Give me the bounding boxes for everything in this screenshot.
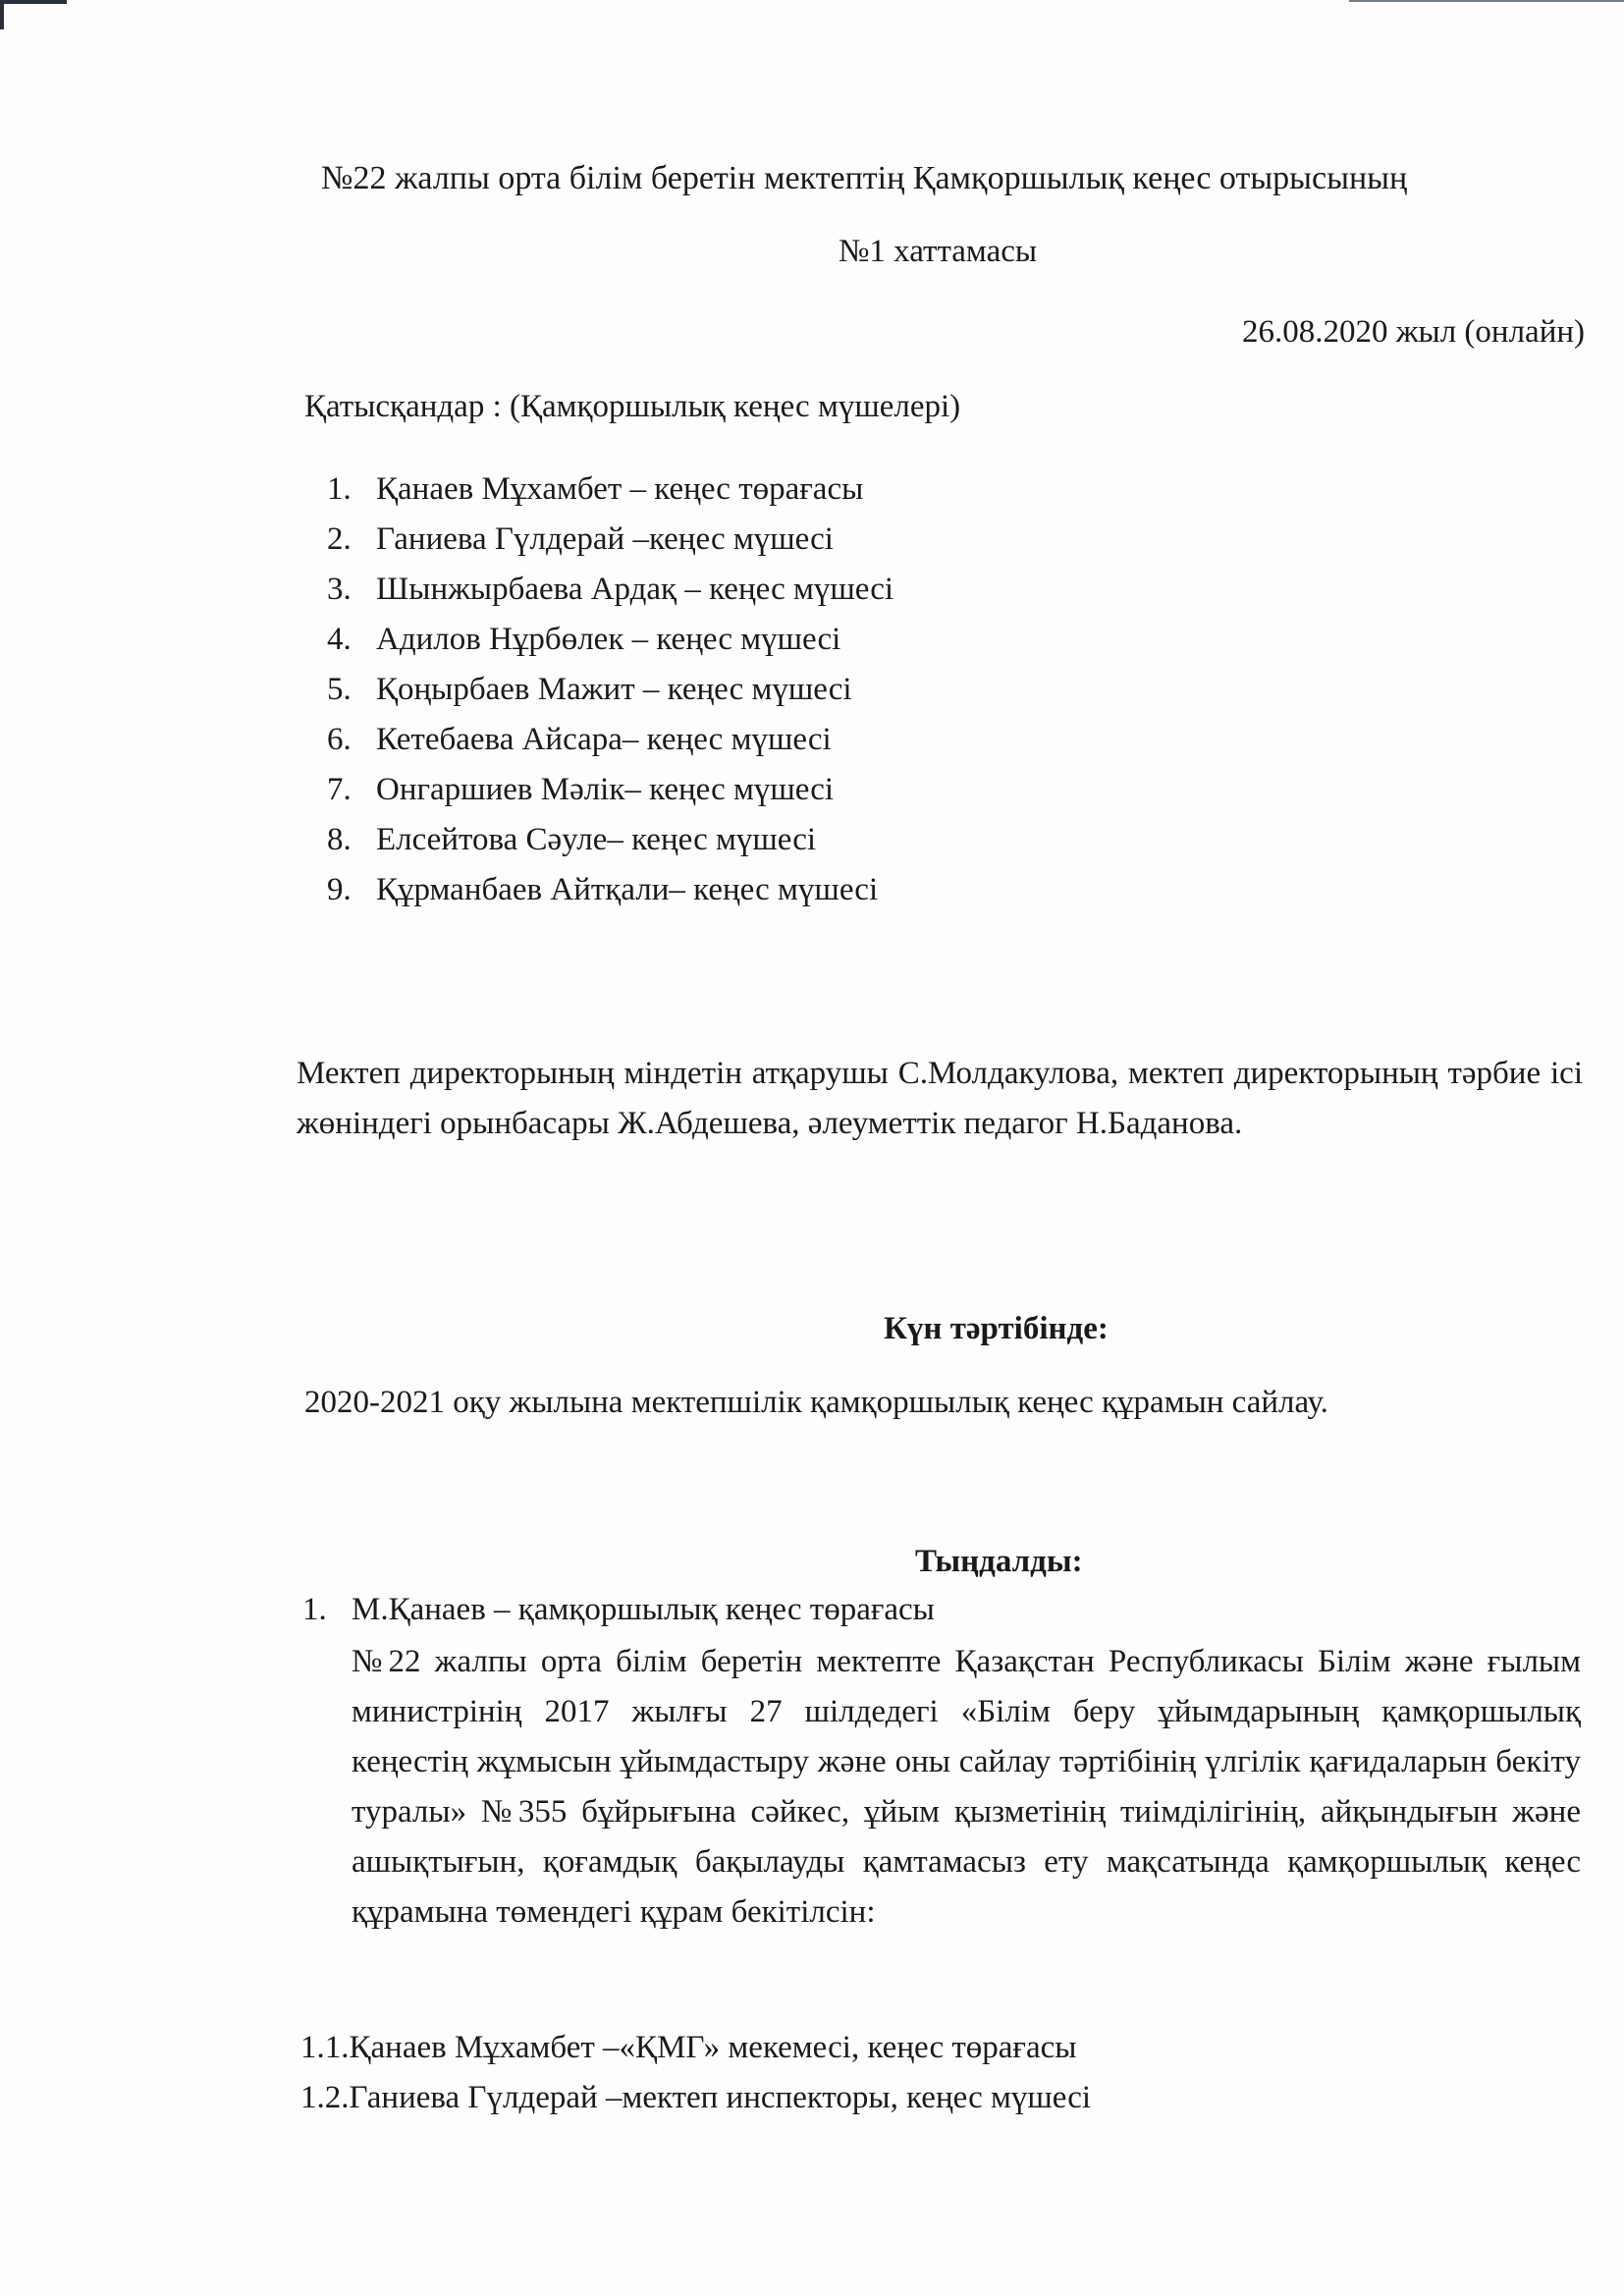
decree-paragraph: №22 жалпы орта білім беретін мектепте Қазақстан Республикасы Білім және ғылым министрінің 2017 жылғы 27 шілдедегі «Білім беру ұйымдарының қамқоршылық кеңестің жұмысын ұйымдастыру және оны сайлау тәртібінің үлгілік қағидаларын бекіту туралы» №355 бұйрығына сәйкес, ұйым қызметінің тиімділігінің, айқындығын және ашықтығын, қоғамдық бақылауды қамтамасыз ету мақсатында қамқоршылық кеңес құрамына төмендегі құрам бекітілсін: (352, 1644, 1581, 1930)
list-item (327, 865, 893, 915)
list-item (327, 615, 893, 665)
list-number: 7. (327, 772, 352, 807)
member-text: Қоңырбаев Мажит – кеңес мүшесі (376, 672, 852, 707)
member-text: Елсейтова Сәуле– кеңес мүшесі (376, 822, 817, 857)
list-number: 9. (327, 872, 352, 907)
document-date: 26.08.2020 жыл (онлайн) (1241, 314, 1585, 350)
heard-item (302, 1594, 935, 1626)
scan-edge-mark (0, 0, 4, 29)
list-item (327, 665, 893, 715)
list-number: 5. (327, 672, 352, 707)
list-item (327, 565, 893, 615)
list-number: 8. (327, 822, 352, 857)
agenda-text: 2020-2021 оқу жылына мектепшілік қамқоршылық кеңес құрамын сайлау. (304, 1385, 1328, 1420)
document-title: №22 жалпы орта білім беретін мектептің Қамқоршылық кеңес отырысының (321, 160, 1408, 196)
approved-list (300, 2023, 1091, 2123)
member-text: Кетебаева Айсара– кеңес мүшесі (376, 722, 832, 757)
list-number: 1. (302, 1592, 327, 1627)
member-text: Адилов Нұрбөлек – кеңес мүшесі (376, 622, 841, 657)
list-number: 3. (327, 572, 352, 607)
member-text: Қанаев Мұхамбет – кеңес төрағасы (376, 471, 864, 507)
list-item (327, 765, 893, 815)
member-text: Шынжырбаева Ардақ – кеңес мүшесі (376, 572, 894, 607)
member-text: Ганиева Гүлдерай –кеңес мүшесі (376, 521, 834, 557)
list-item (327, 715, 893, 765)
list-number: 6. (327, 722, 352, 757)
list-item (327, 465, 893, 515)
list-number: 1. (327, 471, 352, 507)
scan-edge-mark (1349, 0, 1624, 2)
document-subtitle: №1 хаттамасы (838, 234, 1038, 269)
list-number: 2. (327, 521, 352, 557)
scan-edge-mark (0, 0, 67, 4)
heard-item-text: М.Қанаев – қамқоршылық кеңес төрағасы (352, 1592, 935, 1627)
list-item (327, 815, 893, 865)
list-item (327, 515, 893, 565)
agenda-heading: Күн тәртібінде: (884, 1311, 1109, 1346)
list-item: 1.2.Ганиева Гүлдерай –мектеп инспекторы, кеңес мүшесі (300, 2080, 1092, 2115)
participants-heading: Қатысқандар : (Қамқоршылық кеңес мүшелері) (304, 389, 961, 424)
members-list (327, 465, 893, 915)
list-number: 4. (327, 622, 352, 657)
heard-heading: Тыңдалды: (915, 1544, 1083, 1579)
list-item: 1.1.Қанаев Мұхамбет –«ҚМГ» мекемесі, кеңес төрағасы (300, 2030, 1077, 2065)
member-text: Құрманбаев Айтқали– кеңес мүшесі (376, 872, 879, 907)
member-text: Онгаршиев Мәлік– кеңес мүшесі (376, 772, 835, 807)
attendees-paragraph: Мектеп директорының міндетін атқарушы С.Молдакулова, мектеп директорының тәрбие ісі жөніндегі орынбасары Ж.Абдешева, әлеуметтік педагог Н.Баданова. (297, 1056, 1583, 1141)
